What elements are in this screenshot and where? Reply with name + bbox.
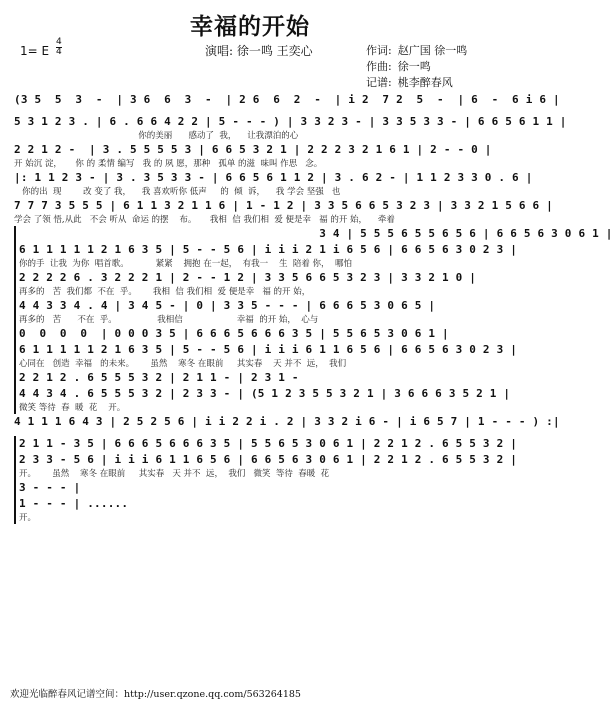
notation-line: 3 4 | 5 5 5 6 5 5 6 5 6 | 6 6 5 6 3 0 6 1 |: [19, 227, 613, 240]
score-system: [14, 198, 553, 226]
score-system-group: [14, 226, 613, 270]
score-system-group: [14, 326, 518, 370]
footer-text: 欢迎光临醉春风记谱空间：http://user.qzone.qq.com/563264185: [10, 689, 301, 700]
composer-label: 作曲:: [366, 60, 392, 73]
notation-line: 2 3 3 - 5 6 | i i i 6 1 1 6 5 6 | 6 6 5 6 3 0 6 1 | 2 2 1 2 . 6 5 5 3 2 |: [19, 453, 518, 466]
notation-line: |: 1 1 2 3 - | 3 . 3 5 3 3 - | 6 6 5 6 1 1 2 | 3 . 6 2 - | 1 1 2 3 3 0 . 6 |: [14, 171, 533, 184]
notation-line: 0 0 0 0 | 0 0 0 3 5 | 6 6 6 5 6 6 6 3 5 | 5 5 6 5 3 0 6 1 |: [19, 327, 449, 340]
lyric-line: 开 始沉 淀， 你 的 柔情 编写 我 的 夙 愿，那种 孤单 的滋 味叫 作思 念。: [14, 159, 323, 169]
time-signature: [56, 38, 62, 57]
key-signature: 1= E: [20, 44, 50, 58]
score-system: [14, 114, 567, 142]
lyric-line: 再多的 苦 不在 乎。 我相信 幸福 的开 始， 心与: [19, 315, 319, 325]
notation-line: 6 1 1 1 1 1 2 1 6 3 5 | 5 - - 5 6 | i i i 6 1 1 6 5 6 | 6 6 5 6 3 0 2 3 |: [19, 343, 518, 356]
lyric-line: 再多的 苦 我们都 不在 乎。 我相 信 我们相 爱 便是幸 福 的开 始，: [19, 287, 311, 297]
score-system: [14, 414, 560, 436]
notation-line: 4 4 3 3 4 . 4 | 3 4 5 - | 0 | 3 3 5 - - - | 6 6 6 5 3 0 6 5 |: [19, 299, 436, 312]
singers: 演唱: 徐一鸣 王奕心: [205, 44, 313, 58]
score-system-group: [14, 480, 488, 524]
transcriber-credit: [366, 74, 453, 90]
score-system-group: [14, 370, 511, 414]
notation-line: 2 2 2 2 6 . 3 2 2 2 1 | 2 - - 1 2 | 3 3 5 6 6 5 3 2 3 | 3 3 2 1 0 |: [19, 271, 477, 284]
notation-line: (3 5 5 3 - | 3 6 6 3 - | 2 6 6 2 - | i 2 7 2 5 - | 6 - 6 i 6 |: [14, 93, 560, 106]
lyric-line: 微笑 等待 春 暖 花 开。: [19, 403, 126, 413]
composer: 徐一鸣: [397, 60, 431, 73]
score-system: [14, 142, 492, 170]
transcriber-label: 记谱:: [366, 76, 392, 89]
score-system: [14, 92, 560, 114]
transcriber: 桃李醉春风: [397, 76, 453, 89]
lyric-line: 你的出 现 改 变了 我， 我 喜欢听你 低声 的 倾 诉， 我 学会 坚强 也: [14, 187, 341, 197]
notation-line: 2 1 1 - 3 5 | 6 6 6 5 6 6 6 3 5 | 5 5 6 5 3 0 6 1 | 2 2 1 2 . 6 5 5 3 2 |: [19, 437, 518, 450]
notation-line: 2 2 1 2 - | 3 . 5 5 5 5 3 | 6 6 5 3 2 1 | 2 2 2 3 2 1 6 1 | 2 - - 0 |: [14, 143, 492, 156]
score-sheet: [14, 92, 613, 524]
lyricist: 赵广国 徐一鸣: [397, 44, 468, 57]
notation-line: 4 4 3 4 . 6 5 5 5 3 2 | 2 3 3 - | (5 1 2 3 5 5 3 2 1 | 3 6 6 6 3 5 2 1 |: [19, 387, 511, 400]
lyric-line: 开。 虽然 寒冬 在眼前 其实春 天 并不 远， 我们 微笑 等待 春暖 花: [19, 469, 330, 479]
time-signature-bottom: 4: [56, 47, 62, 57]
score-system-group: [14, 270, 488, 326]
score-system-group: [14, 436, 518, 480]
lyric-line: 心同在 创造 幸福 的未来。 虽然 寒冬 在眼前 其实春 天 并不 远， 我们: [19, 359, 347, 369]
score-system: [14, 170, 533, 198]
notation-line: 1 - - - | ......: [19, 497, 129, 510]
notation-line: 6 1 1 1 1 1 2 1 6 3 5 | 5 - - 5 6 | i i i 2 1 i 6 5 6 | 6 6 5 6 3 0 2 3 |: [19, 243, 518, 256]
notation-line: 2 2 1 2 . 6 5 5 5 3 2 | 2 1 1 - | 2 3 1 -: [19, 371, 299, 384]
composer-credit: [366, 58, 431, 74]
lyric-line: 学会 了领 悟,从此 不会 听从 命运 的摆 布。 我相 信 我们相 爱 便是幸 福 的开 始， 牵着: [14, 215, 395, 225]
lyricist-label: 作词:: [366, 44, 392, 57]
notation-line: 5 3 1 2 3 . | 6 . 6 6 4 2 2 | 5 - - - ) | 3 3 2 3 - | 3 3 5 3 3 - | 6 6 5 6 1 1 |: [14, 115, 567, 128]
notation-line: 4 1 1 1 6 4 3 | 2 5 2 5 6 | i i 2 2 i . 2 | 3 3 2 i 6 - | i 6 5 7 | 1 - - - ) :|: [14, 415, 560, 428]
time-signature-top: 4: [56, 37, 62, 47]
lyricist-credit: [366, 42, 467, 58]
notation-line: 3 - - - |: [19, 481, 81, 494]
song-title: 幸福的开始: [190, 13, 310, 40]
lyric-line: 你的美丽 感动了 我， 让我漂泊的心: [14, 131, 299, 141]
notation-line: 7 7 7 3 5 5 5 | 6 1 1 3 2 1 1 6 | 1 - 1 2 | 3 3 5 6 6 5 3 2 3 | 3 3 2 1 5 6 6 |: [14, 199, 553, 212]
lyric-line: 你的手 让我 为你 唱首歌。 紧紧 拥抱 在一起， 有我一 生 陪着 你， 哪怕: [19, 259, 352, 269]
lyric-line: 开。: [19, 513, 37, 523]
